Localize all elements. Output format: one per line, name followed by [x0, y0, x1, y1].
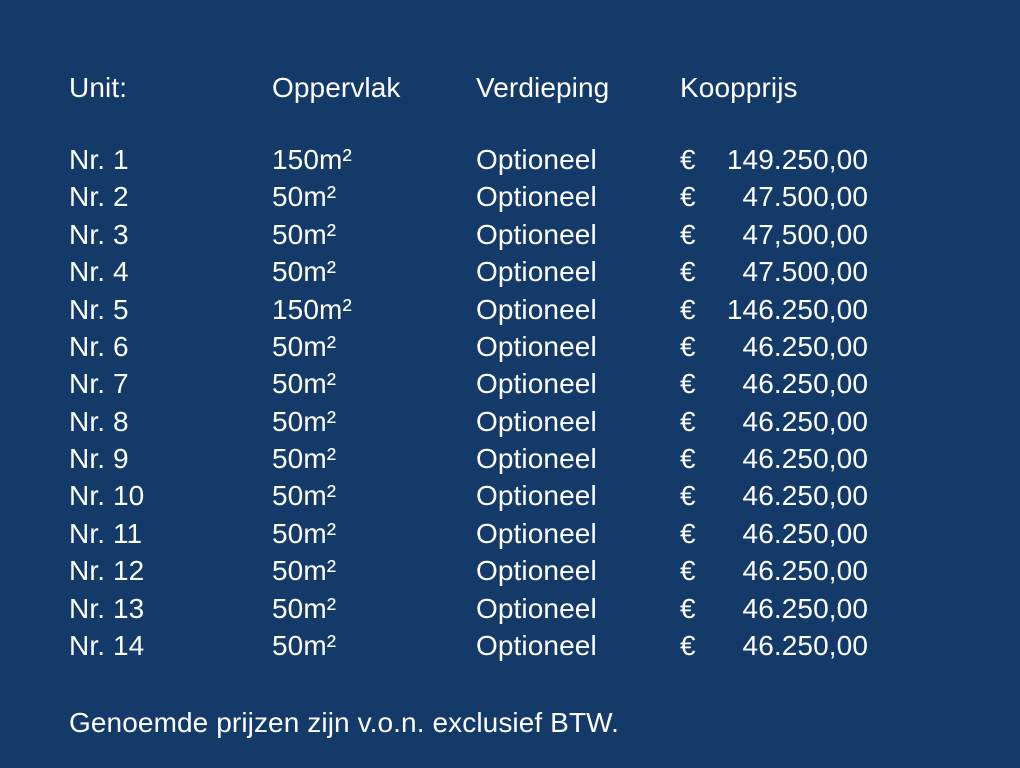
area-cell: 50m² — [272, 256, 337, 287]
price-cell: 47.500,00 — [742, 256, 868, 287]
table-row — [0, 216, 1020, 253]
price-cell: 46.250,00 — [742, 630, 868, 661]
unit-cell: Nr. 12 — [69, 555, 145, 586]
price-footnote: Genoemde prijzen zijn v.o.n. exclusief BTW. — [69, 707, 620, 738]
floor-cell: Optioneel — [476, 630, 597, 661]
area-cell: 50m² — [272, 630, 337, 661]
unit-cell: Nr. 7 — [69, 368, 129, 399]
floor-cell: Optioneel — [476, 480, 597, 511]
currency-cell: € — [680, 555, 696, 586]
area-cell: 50m² — [272, 406, 337, 437]
area-cell: 50m² — [272, 331, 337, 362]
unit-cell: Nr. 14 — [69, 630, 145, 661]
area-cell: 50m² — [272, 518, 337, 549]
table-row — [0, 477, 1020, 514]
currency-cell: € — [680, 368, 696, 399]
floor-cell: Optioneel — [476, 443, 597, 474]
price-cell: 46.250,00 — [742, 593, 868, 624]
unit-cell: Nr. 6 — [69, 331, 129, 362]
table-row — [0, 328, 1020, 365]
currency-cell: € — [680, 331, 696, 362]
price-cell: 47.500,00 — [742, 181, 868, 212]
unit-cell: Nr. 4 — [69, 256, 129, 287]
area-cell: 50m² — [272, 219, 337, 250]
currency-cell: € — [680, 181, 696, 212]
table-row — [0, 178, 1020, 215]
unit-cell: Nr. 11 — [69, 518, 143, 549]
floor-cell: Optioneel — [476, 331, 597, 362]
currency-cell: € — [680, 593, 696, 624]
area-cell: 50m² — [272, 368, 337, 399]
unit-cell: Nr. 8 — [69, 406, 129, 437]
unit-cell: Nr. 5 — [69, 294, 129, 325]
table-header — [0, 69, 1020, 106]
table-row — [0, 552, 1020, 589]
price-cell: 46.250,00 — [742, 555, 868, 586]
currency-cell: € — [680, 144, 696, 175]
floor-cell: Optioneel — [476, 555, 597, 586]
currency-cell: € — [680, 480, 696, 511]
floor-cell: Optioneel — [476, 294, 597, 325]
price-cell: 149.250,00 — [726, 144, 868, 175]
area-cell: 150m² — [272, 294, 352, 325]
price-cell: 46.250,00 — [742, 368, 868, 399]
table-row — [0, 403, 1020, 440]
price-cell: 146.250,00 — [726, 294, 868, 325]
area-cell: 50m² — [272, 181, 337, 212]
floor-cell: Optioneel — [476, 593, 597, 624]
currency-cell: € — [680, 443, 696, 474]
unit-column-header: Unit: — [69, 72, 128, 103]
floor-cell: Optioneel — [476, 256, 597, 287]
floor-cell: Optioneel — [476, 406, 597, 437]
price-column-header: Koopprijs — [680, 72, 798, 103]
floor-cell: Optioneel — [476, 368, 597, 399]
currency-cell: € — [680, 219, 696, 250]
price-cell: 46.250,00 — [742, 331, 868, 362]
price-cell: 46.250,00 — [742, 518, 868, 549]
table-row — [0, 627, 1020, 664]
currency-cell: € — [680, 256, 696, 287]
table-row — [0, 253, 1020, 290]
unit-cell: Nr. 9 — [69, 443, 129, 474]
price-cell: 47,500,00 — [742, 219, 868, 250]
floor-cell: Optioneel — [476, 144, 597, 175]
currency-cell: € — [680, 630, 696, 661]
floor-cell: Optioneel — [476, 219, 597, 250]
unit-cell: Nr. 10 — [69, 480, 145, 511]
price-cell: 46.250,00 — [742, 443, 868, 474]
unit-cell: Nr. 1 — [69, 144, 129, 175]
currency-cell: € — [680, 406, 696, 437]
area-cell: 50m² — [272, 443, 337, 474]
price-cell: 46.250,00 — [742, 406, 868, 437]
unit-cell: Nr. 2 — [69, 181, 129, 212]
table-row — [0, 365, 1020, 402]
floor-cell: Optioneel — [476, 181, 597, 212]
price-cell: 46.250,00 — [742, 480, 868, 511]
floor-cell: Optioneel — [476, 518, 597, 549]
area-cell: 50m² — [272, 555, 337, 586]
unit-cell: Nr. 13 — [69, 593, 145, 624]
area-cell: 50m² — [272, 593, 337, 624]
table-row — [0, 515, 1020, 552]
table-row — [0, 590, 1020, 627]
area-cell: 50m² — [272, 480, 337, 511]
area-column-header: Oppervlak — [272, 72, 401, 103]
currency-cell: € — [680, 294, 696, 325]
table-row — [0, 440, 1020, 477]
area-cell: 150m² — [272, 144, 352, 175]
table-row — [0, 141, 1020, 178]
currency-cell: € — [680, 518, 696, 549]
table-row — [0, 291, 1020, 328]
unit-cell: Nr. 3 — [69, 219, 129, 250]
floor-column-header: Verdieping — [476, 72, 610, 103]
